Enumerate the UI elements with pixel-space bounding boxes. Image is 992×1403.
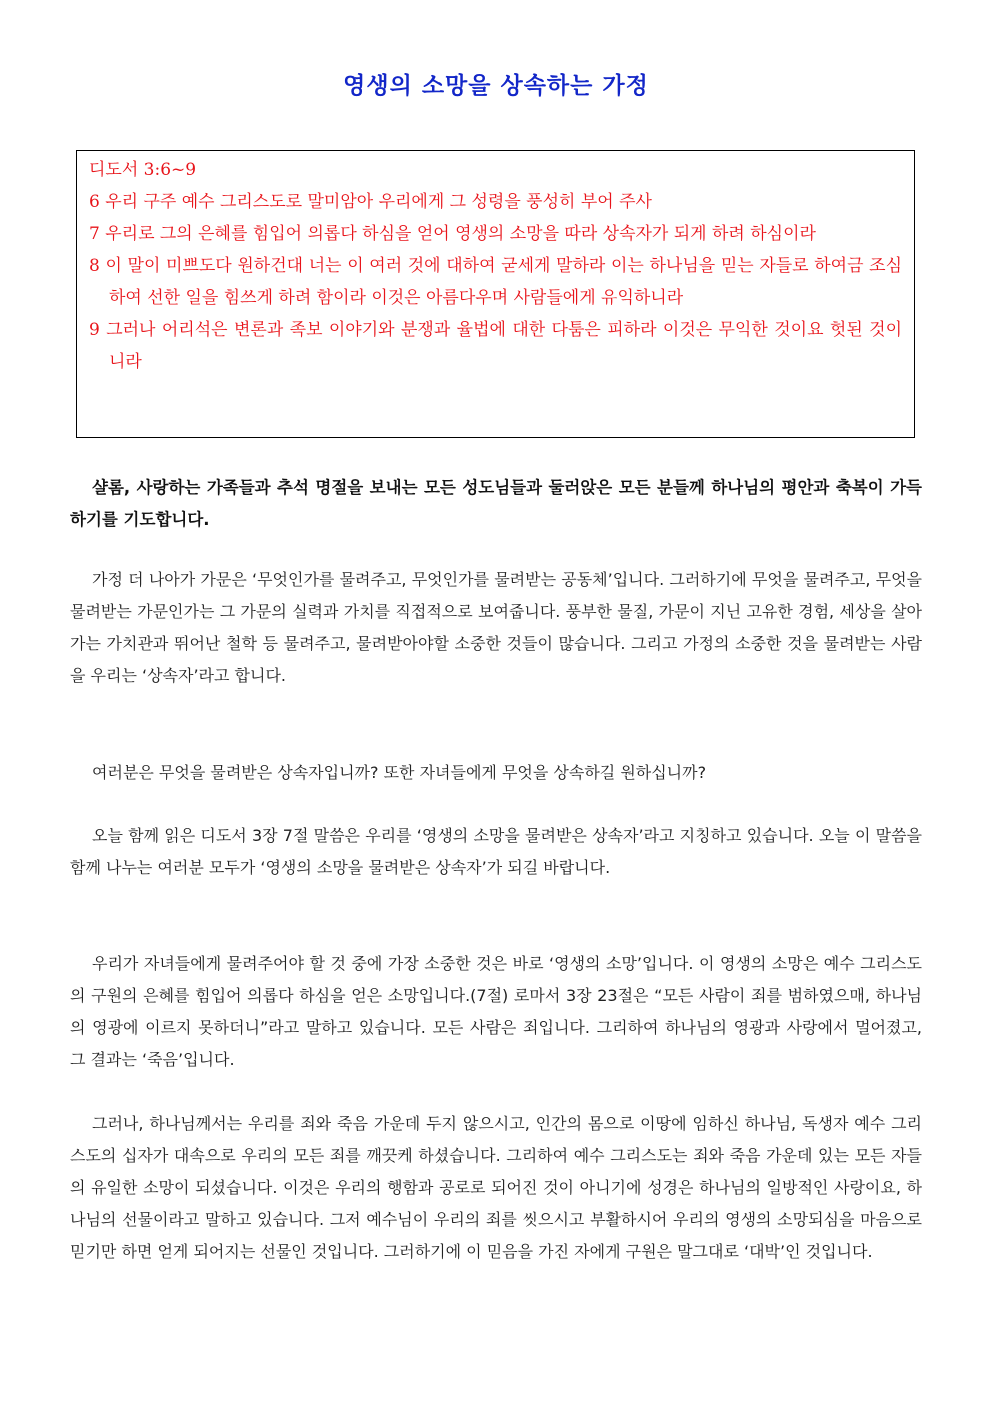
scripture-box (76, 150, 915, 438)
greeting-paragraph: 샬롬, 사랑하는 가족들과 추석 명절을 보내는 모든 성도님들과 둘러앉은 모든 분들께 하나님의 평안과 축복이 가득하기를 기도합니다. (70, 478, 922, 529)
scripture-verse-6: 6 우리 구주 예수 그리스도로 말미암아 우리에게 그 성령을 풍성히 부어 주사 (89, 192, 652, 212)
scripture-verse-7: 7 우리로 그의 은혜를 힘입어 의롭다 하심을 얻어 영생의 소망을 따라 상속자가 되게 하려 하심이라 (89, 224, 816, 244)
scripture-verse-8: 8 이 말이 미쁘도다 원하건대 너는 이 여러 것에 대하여 굳세게 말하라 이는 하나님을 믿는 자들로 하여금 조심하여 선한 일을 힘쓰게 하려 함이라 이것은 아름다우며 사람들에게 유익하니라 (89, 256, 902, 308)
scripture-reference: 디도서 3:6~9 (89, 160, 197, 180)
body-paragraph-question: 여러분은 무엇을 물려받은 상속자입니까? 또한 자녀들에게 무엇을 상속하길 원하십니까? (92, 763, 707, 782)
body-paragraph-inheritance: 가정 더 나아가 가문은 ‘무엇인가를 물려주고, 무엇인가를 물려받는 공동체’입니다. 그러하기에 무엇을 물려주고, 무엇을 물려받는 가문인가는 그 가문의 실력과 가치를 직접적으로 보여줍니다. 풍부한 물질, 가문이 지닌 고유한 경험, 세상을 살아가는 가치관과 뛰어난 철학 등 물려주고, 물려받아야할 소중한 것들이 많습니다. 그리고 가정의 소중한 것을 물려받는 사람을 우리는 ‘상속자’라고 합니다. (70, 570, 922, 685)
body-paragraph-hope: 우리가 자녀들에게 물려주어야 할 것 중에 가장 소중한 것은 바로 ‘영생의 소망’입니다. 이 영생의 소망은 예수 그리스도의 구원의 은혜를 힘입어 의롭다 하심을 얻은 소망입니다.(7절) 로마서 3장 23절은 “모든 사람이 죄를 범하였으매, 하나님의 영광에 이르지 못하더니”라고 말하고 있습니다. 모든 사람은 죄입니다. 그리하여 하나님의 영광과 사랑에서 멀어졌고, 그 결과는 ‘죽음’입니다. (70, 954, 922, 1069)
body-paragraph-grace: 그러나, 하나님께서는 우리를 죄와 죽음 가운데 두지 않으시고, 인간의 몸으로 이땅에 임하신 하나님, 독생자 예수 그리스도의 십자가 대속으로 우리의 모든 죄를 깨끗케 하셨습니다. 그리하여 예수 그리스도는 죄와 죽음 가운데 있는 모든 자들의 유일한 소망이 되셨습니다. 이것은 우리의 행함과 공로로 되어진 것이 아니기에 성경은 하나님의 일방적인 사랑이요, 하나님의 선물이라고 말하고 있습니다. 그저 예수님이 우리의 죄를 씻으시고 부활하시어 우리의 영생의 소망되심을 마음으로 믿기만 하면 얻게 되어지는 선물인 것입니다. 그러하기에 이 믿음을 가진 자에게 구원은 말그대로 ‘대박’인 것입니다. (70, 1114, 922, 1261)
scripture-verse-9: 9 그러나 어리석은 변론과 족보 이야기와 분쟁과 율법에 대한 다툼은 피하라 이것은 무익한 것이요 헛된 것이니라 (89, 320, 902, 372)
body-paragraph-titus: 오늘 함께 읽은 디도서 3장 7절 말씀은 우리를 ‘영생의 소망을 물려받은 상속자’라고 지칭하고 있습니다. 오늘 이 말씀을 함께 나누는 여러분 모두가 ‘영생의 소망을 물려받은 상속자’가 되길 바랍니다. (70, 826, 922, 877)
document-title: 영생의 소망을 상속하는 가정 (343, 73, 649, 99)
